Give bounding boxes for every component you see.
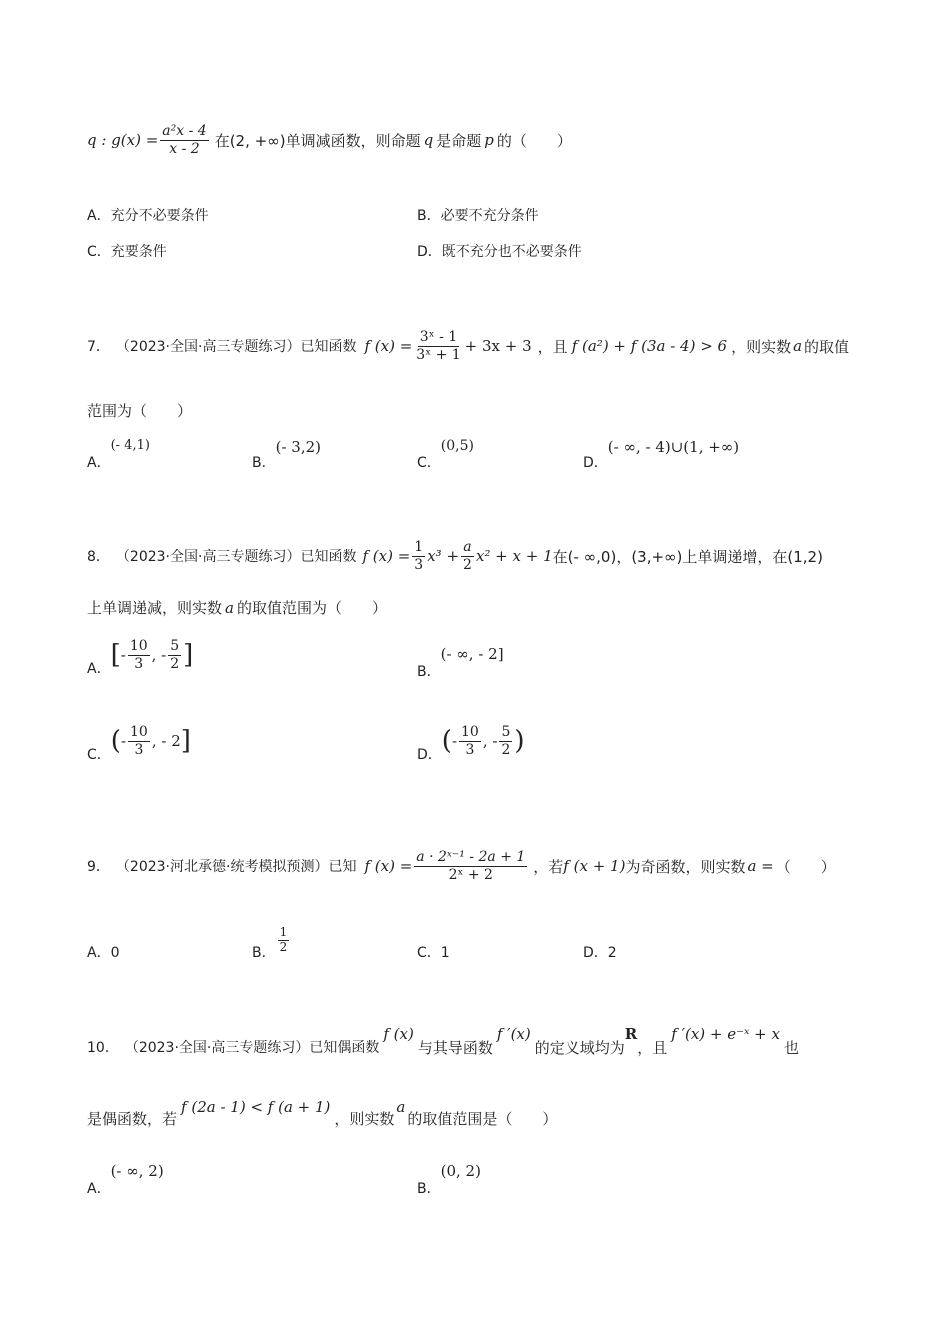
q8-option-a-minus1: - — [120, 646, 126, 664]
q6-option-c-label: C． — [87, 244, 111, 260]
q10-text4: 也 — [783, 1038, 799, 1057]
q7-f-den: 3ˣ + 1 — [416, 346, 461, 363]
q8-option-a-frac2 — [168, 638, 181, 671]
q6-option-d-label: D． — [417, 244, 442, 260]
q7-a-var: a — [793, 337, 803, 355]
q7-stem-line1 — [87, 320, 849, 372]
q10-option-a-label: A． — [87, 1181, 111, 1197]
q8-option-d-num2: 5 — [501, 724, 511, 741]
q8-option-c-minus1: - — [120, 732, 127, 750]
q10-text1: 与其导函数 — [417, 1038, 493, 1057]
q9-option-d-text: 2 — [607, 945, 617, 961]
q8-option-b[interactable] — [417, 645, 504, 681]
q9-option-c[interactable] — [417, 942, 450, 962]
q9-option-a-label: A． — [87, 945, 111, 961]
q9-option-a-text: 0 — [110, 945, 120, 961]
q6-p-var: p — [484, 131, 494, 149]
q7-tail2: 的取值 — [804, 337, 850, 356]
q7-tail: ，则实数 — [731, 337, 792, 356]
q9-option-b-den: 2 — [279, 939, 288, 954]
q6-option-a-label: A． — [87, 208, 111, 224]
q9-option-a[interactable] — [87, 942, 120, 962]
q10-line2c: 的取值范围是（ ） — [407, 1109, 558, 1128]
q8-line2b: 的取值范围为（ ） — [236, 599, 387, 617]
q9-f-left: f (x) = — [364, 857, 413, 875]
q8-frac2 — [461, 539, 474, 572]
q7-option-c[interactable] — [417, 438, 474, 472]
q6-option-b[interactable] — [417, 205, 539, 225]
q8-option-c[interactable] — [87, 716, 191, 766]
q9-source: （2023·河北承德·统考模拟预测）已知 — [115, 859, 357, 875]
q8-option-a-num1: 10 — [129, 638, 148, 655]
q9-option-d[interactable] — [583, 942, 617, 962]
q8-option-a-frac1 — [128, 638, 150, 671]
q10-option-b[interactable] — [417, 1162, 481, 1198]
q10-line2b: ，则实数 — [334, 1109, 395, 1128]
q8-option-d-frac1 — [459, 724, 481, 757]
q8-mid1: x³ + — [427, 547, 460, 565]
q8-option-d-open: ( — [441, 726, 452, 756]
q8-option-d-minus1: - — [451, 732, 458, 750]
q7-f-num: 3ˣ - 1 — [419, 329, 458, 346]
q9-option-c-text: 1 — [440, 945, 450, 961]
q6-g-num: a²x - 4 — [162, 123, 207, 140]
q6-condition-line — [87, 116, 572, 164]
q6-interval: 在(2, +∞) — [214, 131, 286, 150]
q8-frac2-num: a — [463, 539, 472, 556]
q8-option-c-num1: 10 — [130, 724, 148, 741]
q6-option-a-text: 充分不必要条件 — [110, 208, 209, 224]
q8-option-c-tail: , - 2 — [151, 732, 181, 750]
q8-option-d-num1: 10 — [461, 724, 479, 741]
q8-option-d-den1: 3 — [465, 741, 475, 758]
q8-option-d-label: D． — [417, 747, 442, 763]
q9-option-b-num: 1 — [279, 925, 288, 939]
q9-a-eq: a = — [747, 857, 774, 875]
q10-option-b-label: B． — [417, 1181, 441, 1197]
q8-frac1 — [412, 539, 425, 572]
q10-line2a: 是偶函数，若 — [87, 1109, 178, 1128]
q8-text1: 在(- ∞,0)，(3,+∞)上单调递增，在(1,2) — [552, 547, 823, 566]
q9-option-d-label: D． — [583, 945, 608, 961]
q8-option-a-sep: , - — [151, 646, 167, 664]
q6-option-c[interactable] — [87, 241, 167, 261]
q8-stem-line1 — [87, 530, 823, 582]
q8-option-c-den1: 3 — [134, 741, 144, 758]
q7-option-d-label: D． — [583, 455, 608, 471]
q10-number: 10． — [87, 1040, 119, 1056]
q8-option-a-close: ] — [183, 640, 194, 670]
q6-text: 单调减函数，则命题 — [285, 131, 421, 150]
q8-option-c-open: ( — [110, 726, 121, 756]
q7-option-a-label: A． — [87, 455, 111, 471]
q7-source: （2023·全国·高三专题练习）已知函数 — [115, 339, 357, 355]
q9-f-num: a · 2ˣ⁻¹ - 2a + 1 — [416, 849, 526, 866]
q8-option-a-open: [ — [110, 640, 121, 670]
q10-option-a[interactable] — [87, 1162, 164, 1198]
q7-option-c-label: C． — [417, 455, 441, 471]
q8-option-c-frac1 — [128, 724, 150, 757]
q6-text3: 的（ ） — [496, 131, 572, 150]
q10-f2: f ′(x) — [496, 1025, 531, 1043]
q9-option-b[interactable] — [252, 926, 291, 962]
q9-cond: f (x + 1) — [563, 857, 626, 875]
q10-text2: 的定义域均为 — [534, 1038, 625, 1057]
q8-option-d-sep: , - — [482, 732, 498, 750]
q10-source: （2023·全国·高三专题练习）已知偶函数 — [124, 1040, 380, 1056]
q9-option-b-label: B． — [252, 945, 276, 961]
q10-text3: ，且 — [637, 1038, 668, 1057]
q7-option-d[interactable] — [583, 438, 739, 472]
q8-option-c-close: ] — [180, 726, 191, 756]
q8-f-left: f (x) = — [362, 547, 411, 565]
q7-f-right: + 3x + 3 — [464, 337, 532, 355]
q6-option-b-label: B． — [417, 208, 441, 224]
q6-option-b-text: 必要不充分条件 — [440, 208, 539, 224]
q9-number: 9． — [87, 859, 110, 875]
q8-option-a-label: A． — [87, 661, 111, 677]
q9-option-b-fraction — [278, 926, 290, 955]
q8-option-d[interactable] — [417, 716, 525, 766]
q7-mid: ，且 — [537, 337, 568, 356]
q8-option-d-den2: 2 — [501, 741, 511, 758]
q8-frac1-den: 3 — [414, 556, 424, 573]
q10-f1: f (x) — [383, 1025, 414, 1043]
q6-option-d-text: 既不充分也不必要条件 — [441, 244, 582, 260]
q8-option-a-den2: 2 — [170, 655, 180, 672]
q7-option-b-text: (- 3,2) — [275, 438, 322, 456]
q8-option-b-label: B． — [417, 664, 441, 680]
q7-option-b[interactable] — [252, 438, 321, 472]
q6-option-a[interactable] — [87, 205, 209, 225]
q6-cond-prefix: q : g(x) = — [87, 131, 159, 149]
q8-option-a-num2: 5 — [170, 638, 180, 655]
q7-f-left: f (x) = — [364, 337, 413, 355]
q7-number: 7． — [87, 339, 110, 355]
q10-option-b-text: (0, 2) — [440, 1162, 481, 1180]
q9-stem-line1 — [87, 842, 836, 890]
q8-stem-line2 — [87, 597, 387, 618]
q8-option-a[interactable] — [87, 630, 193, 680]
q8-option-b-text: (- ∞, - 2] — [440, 645, 504, 663]
q9-mid: ，若 — [533, 857, 564, 876]
q10-stem-line2 — [87, 1098, 557, 1138]
q8-line2: 上单调递减，则实数 — [87, 599, 223, 617]
q6-q-var: q — [423, 131, 434, 149]
q8-frac2-den: 2 — [463, 556, 472, 573]
q7-option-b-label: B． — [252, 455, 276, 471]
q9-tail2: （ ） — [775, 857, 836, 876]
q10-a-var: a — [396, 1098, 406, 1116]
q8-option-d-frac2 — [499, 724, 512, 757]
q10-R: R — [624, 1025, 638, 1043]
q6-option-d[interactable] — [417, 241, 582, 261]
q6-option-c-text: 充要条件 — [110, 244, 167, 260]
q7-option-c-text: (0,5) — [440, 438, 474, 454]
q10-option-a-text: (- ∞, 2) — [110, 1162, 164, 1180]
q7-option-a-text: (- 4,1) — [110, 438, 150, 453]
q8-mid2: x² + x + 1 — [475, 547, 553, 565]
q8-option-c-label: C． — [87, 747, 111, 763]
q8-source: （2023·全国·高三专题练习）已知函数 — [115, 549, 357, 565]
q10-cond: f (2a - 1) < f (a + 1) — [181, 1098, 331, 1116]
q8-option-d-close: ) — [514, 726, 525, 756]
q9-option-c-label: C． — [417, 945, 441, 961]
q10-f3: f ′(x) + e⁻ˣ + x — [671, 1025, 780, 1043]
q9-f-den: 2ˣ + 2 — [448, 866, 493, 883]
q6-g-fraction — [160, 123, 208, 156]
q9-f-fraction — [414, 849, 527, 882]
q6-g-den: x - 2 — [169, 140, 200, 157]
q7-cond: f (a²) + f (3a - 4) > 6 — [571, 337, 728, 355]
q10-stem-line1 — [87, 1025, 799, 1069]
q8-frac1-num: 1 — [414, 539, 424, 556]
q7-f-fraction — [414, 329, 462, 362]
q7-stem-line2: 范围为（ ） — [87, 402, 193, 420]
q9-tail: 为奇函数，则实数 — [625, 857, 746, 876]
q8-number: 8． — [87, 549, 110, 565]
q7-option-a[interactable] — [87, 438, 150, 472]
q6-text2: 是命题 — [436, 131, 482, 150]
q7-option-d-text: (- ∞, - 4)∪(1, +∞) — [607, 438, 740, 456]
q8-option-a-den1: 3 — [134, 655, 144, 672]
q8-a-var: a — [225, 599, 234, 617]
